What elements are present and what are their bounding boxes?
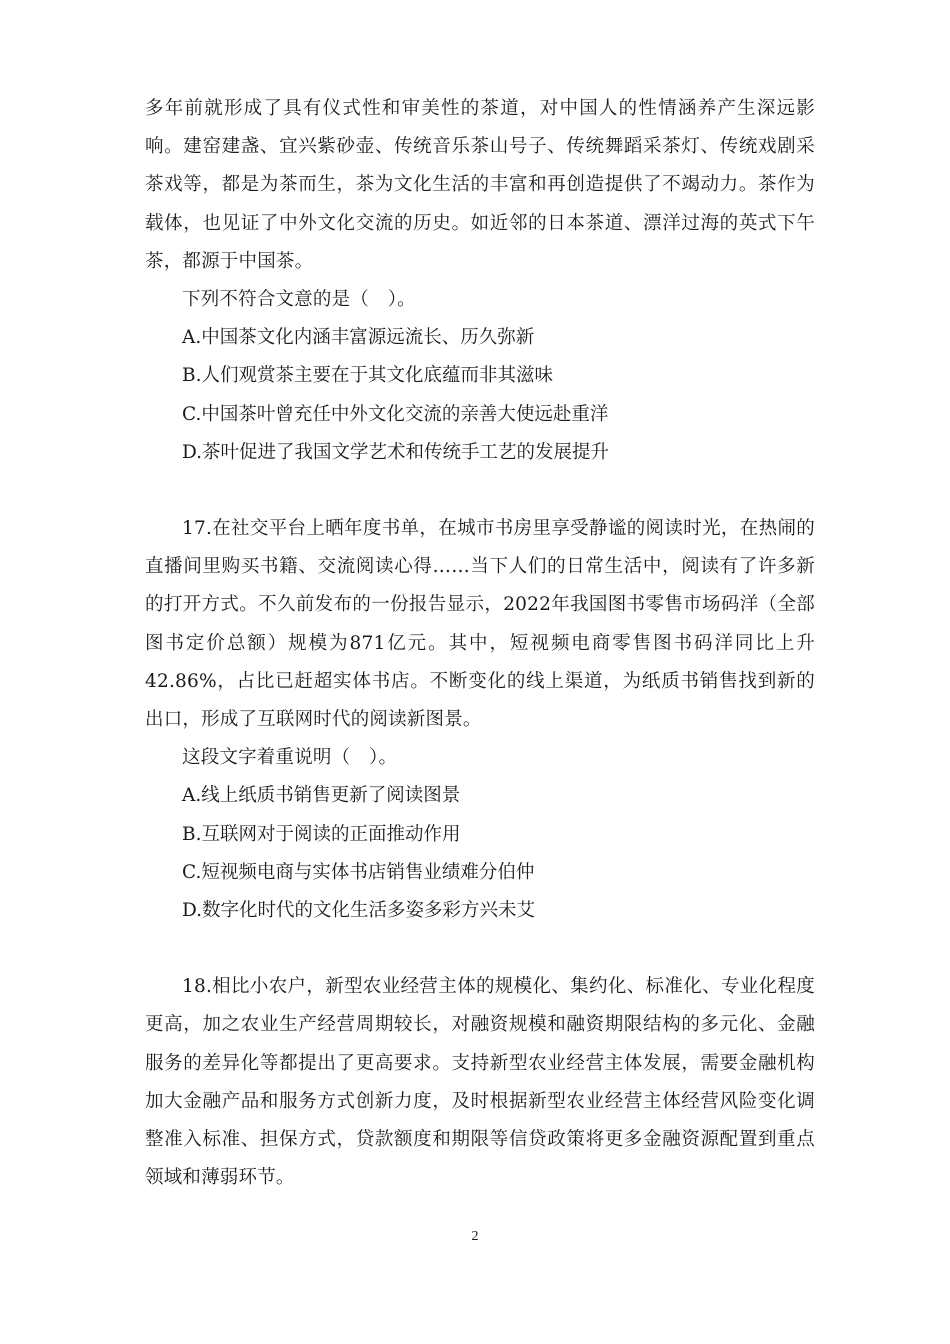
q17-option-b: B.互联网对于阅读的正面推动作用 — [182, 823, 461, 845]
continued-passage: 多年前就形成了具有仪式性和审美性的茶道，对中国人的性情涵养产生深远影响。建窑建盏、宜兴紫砂壶、传统音乐茶山号子、传统舞蹈采茶灯、传统戏剧采茶戏等，都是为茶而生，茶为文化生活的丰富和再创造提供了不竭动力。茶作为载体，也见证了中外文化交流的历史。如近邻的日本茶道、漂洋过海的英式下午茶，都源于中国茶。 — [145, 98, 815, 272]
section-gap — [145, 930, 815, 968]
q17-option-c: C.短视频电商与实体书店销售业绩难分伯仲 — [182, 861, 535, 883]
q16-option-b: B.人们观赏茶主要在于其文化底蕴而非其滋味 — [182, 365, 553, 387]
q16-option-a: A.中国茶文化内涵丰富源远流长、历久弥新 — [182, 327, 535, 349]
page-content — [145, 90, 815, 1197]
q17-option-a: A.线上纸质书销售更新了阅读图景 — [182, 785, 461, 807]
page-number: 2 — [471, 1229, 479, 1244]
q16-stem: 下列不符合文意的是（ ）。 — [182, 289, 416, 311]
q17-passage: 17.在社交平台上晒年度书单，在城市书房里享受静谧的阅读时光，在热闹的直播间里购买书籍、交流阅读心得……当下人们的日常生活中，阅读有了许多新的打开方式。不久前发布的一份报告显示，2022年我国图书零售市场码洋（全部图书定价总额）规模为871亿元。其中，短视频电商零售图书码洋同比上升42.86%，占比已赶超实体书店。不断变化的线上渠道，为纸质书销售找到新的出口，形成了互联网时代的阅读新图景。 — [145, 518, 815, 731]
q17-option-d: D.数字化时代的文化生活多姿多彩方兴未艾 — [182, 900, 536, 922]
section-gap — [145, 472, 815, 510]
q18-passage: 18.相比小农户，新型农业经营主体的规模化、集约化、标准化、专业化程度更高，加之农业生产经营周期较长，对融资规模和融资期限结构的多元化、金融服务的差异化等都提出了更高要求。支持新型农业经营主体发展，需要金融机构加大金融产品和服务方式创新力度，及时根据新型农业经营主体经营风险变化调整准入标准、担保方式，贷款额度和期限等信贷政策将更多金融资源配置到重点领域和薄弱环节。 — [145, 976, 815, 1189]
q16-option-c: C.中国茶叶曾充任中外文化交流的亲善大使远赴重洋 — [182, 403, 609, 425]
q17-stem: 这段文字着重说明（ ）。 — [182, 747, 398, 769]
q16-option-d: D.茶叶促进了我国文学艺术和传统手工艺的发展提升 — [182, 441, 610, 463]
